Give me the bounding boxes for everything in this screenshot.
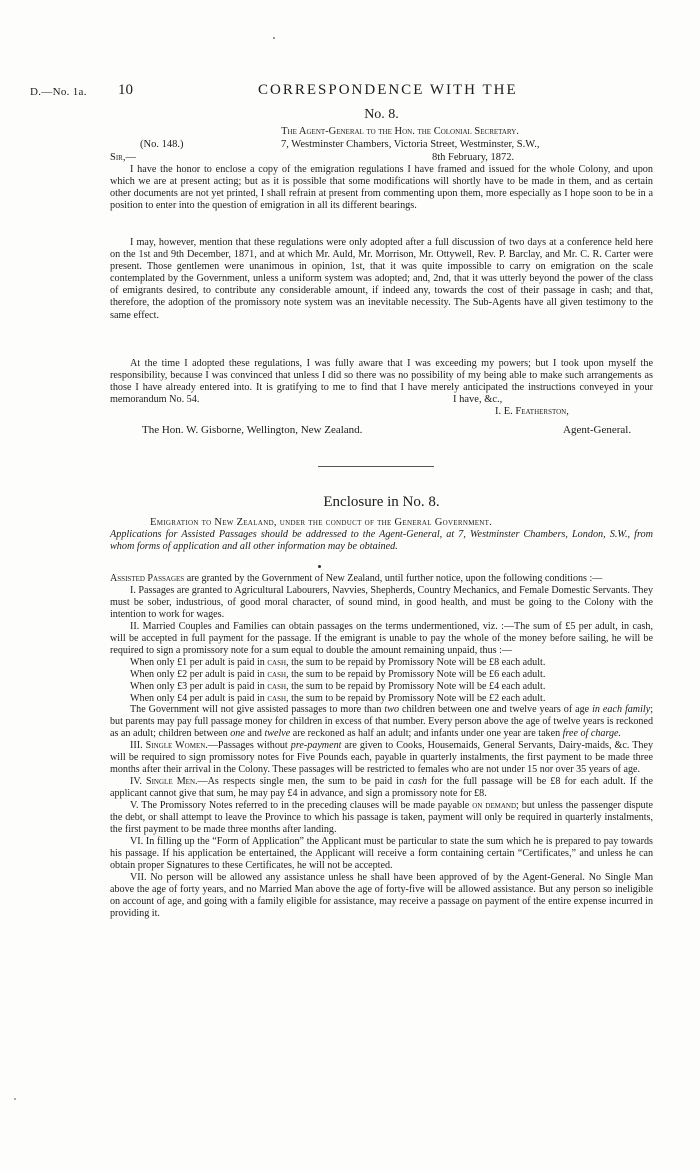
cash-line: When only £4 per adult is paid in cash, the sum to be repaid by Promissory Note will be £2 each adult.: [130, 692, 546, 704]
regulation-item: VII. No person will be allowed any assistance unless he shall have been approved of by the Agent-General. No Single Man above the age of forty years, and no Married Man above the age of forty-five will be allowed assistance. But any person so ineligible on account of age, and going with a family eligible for assistance, may receive a passage on payment of the entire expense incurred in providing it.: [110, 871, 653, 919]
page-number: 10: [118, 82, 133, 98]
salutation: Sir,—: [110, 152, 136, 163]
cash-line: When only £3 per adult is paid in cash, the sum to be repaid by Promissory Note will be £4 each adult.: [130, 680, 546, 692]
regulations: [110, 573, 653, 920]
signatory-title: Agent-General.: [563, 424, 632, 436]
letter-number: No. 8.: [364, 107, 399, 122]
children-clause: The Government will not give assisted passages to more than two children between one and twelve years of age in each family; but parents may pay full passage money for children in excess of that number. Every person above the age of twelve years is reckoned as an adult; children between one and twelve are reckoned as half an adult; and infants under one year are taken free of charge.: [110, 704, 653, 740]
sender-address: 7, Westminster Chambers, Victoria Street, Westminster, S.W.,: [281, 139, 540, 150]
running-title: CORRESPONDENCE WITH THE: [258, 82, 518, 98]
regulation-item: III. Single Women.—Passages without pre-payment are given to Cooks, Housemaids, General Servants, Dairy-maids, &c. They will be required to sign promissory notes for Five Pounds each, payable in quarterly instalments, the first payment to be made three months after their arrival in the Colony. These passages will be restricted to females who are not under 15 nor over 35 years of age.: [110, 740, 653, 776]
cash-line: When only £1 per adult is paid in cash, the sum to be repaid by Promissory Note will be £8 each adult.: [130, 656, 546, 668]
speck-mark: [318, 565, 321, 568]
regulation-item: VI. In filling up the “Form of Application” the Applicant must be particular to state the sum which he is prepared to pay towards his passage. If his application be entertained, the Applicant will receive a form containing certain “Certificates,” and unless he can obtain proper Signatures to these Certificates, he will not be accepted.: [110, 835, 653, 871]
margin-reference: D.—No. 1a.: [30, 86, 87, 98]
applications-note: Applications for Assisted Passages should be addressed to the Agent-General, at 7, Westminster Chambers, London, S.W., from whom forms of application and all other information may be obtained.: [110, 529, 653, 553]
closing: I have, &c.,: [453, 394, 503, 405]
addressee: The Hon. W. Gisborne, Wellington, New Zealand.: [142, 424, 363, 436]
letter-ref: (No. 148.): [140, 139, 184, 150]
letter-date: 8th February, 1872.: [432, 152, 515, 163]
enclosure-heading: Emigration to New Zealand, under the conduct of the General Government.: [150, 517, 493, 528]
regulation-item: V. The Promissory Notes referred to in the preceding clauses will be made payable on demand; but unless the passenger dispute the debt, or shall attempt to leave the Province to which his passage is taken, payment will only be required in quarterly instalments, the first payment to be made three months after landing.: [110, 800, 653, 836]
speck-mark: [14, 1098, 16, 1100]
letter-paragraph: At the time I adopted these regulations, I was fully aware that I was exceeding my powers; but I took upon myself the responsibility, because I was convinced that unless I did so there was no possibility of my being able to make such arrangements as those I have already entered into. It is gratifying to me to find that I have merely anticipated the instructions conveyed in your memorandum No. 54.: [110, 358, 653, 406]
regulation-item: II. Married Couples and Families can obtain passages on the terms undermentioned, viz. :—The sum of £5 per adult, in cash, will be accepted in full payment for the passage. If the emigrant is unable to pay the whole of the money before sailing, he will be required to sign a promissory note for a sum equal to double the amount remaining unpaid, thus :—: [110, 620, 653, 656]
letter-paragraph: I have the honor to enclose a copy of the emigration regulations I have framed and issued for the whole Colony, and upon which we are at present acting; but as it is possible that some modifications will shortly have to be made in them, and as certain other documents are not yet printed, I shall refrain at present from commenting upon them, more especially as I hope soon to be in a position to enter into the question of emigration in all its different bearings.: [110, 164, 653, 212]
signatory: I. E. Featherston,: [495, 406, 569, 417]
letter-paragraph: I may, however, mention that these regulations were only adopted after a full discussion of two days at a conference held here on the 1st and 9th December, 1871, and at which Mr. Auld, Mr. Morrison, Mr. Ottywell, Rev. P. Barclay, and Mr. C. R. Carter were present. Those gentlemen were unanimous in opinion, 1st, that it was quite impossible to carry on emigration on the scale contemplated by the Government, unless a uniform system was adopted; and, 2nd, that it was utterly beyond the power of the class of emigrants desired, to contribute any considerable amount, if indeed any, towards the cost of their passage in cash; and that, therefore, the adoption of the promissory note system was an inevitable necessity. The Sub-Agents have all given testimony to the same effect.: [110, 237, 653, 321]
regulation-item: I. Passages are granted to Agricultural Labourers, Navvies, Shepherds, Country Mechanics, and Female Domestic Servants. They must be sober, industrious, of good moral character, of sound mind, in good health, and must be going to the Colony with the intention to work for wages.: [110, 584, 653, 620]
enclosure-title: Enclosure in No. 8.: [323, 494, 440, 510]
cash-line: When only £2 per adult is paid in cash, the sum to be repaid by Promissory Note will be £6 each adult.: [130, 668, 546, 680]
letter-heading: The Agent-General to the Hon. the Colonial Secretary.: [281, 126, 519, 137]
regulations-lead: Assisted Passages are granted by the Government of New Zealand, until further notice, upon the following conditions :—: [110, 573, 603, 584]
divider: [318, 466, 434, 467]
speck-mark: [273, 37, 275, 39]
regulation-item: IV. Single Men.—As respects single men, the sum to be paid in cash for the full passage will be £8 for each adult. If the applicant cannot give that sum, he may pay £4 in advance, and sign a promissory note for £8.: [110, 776, 653, 800]
